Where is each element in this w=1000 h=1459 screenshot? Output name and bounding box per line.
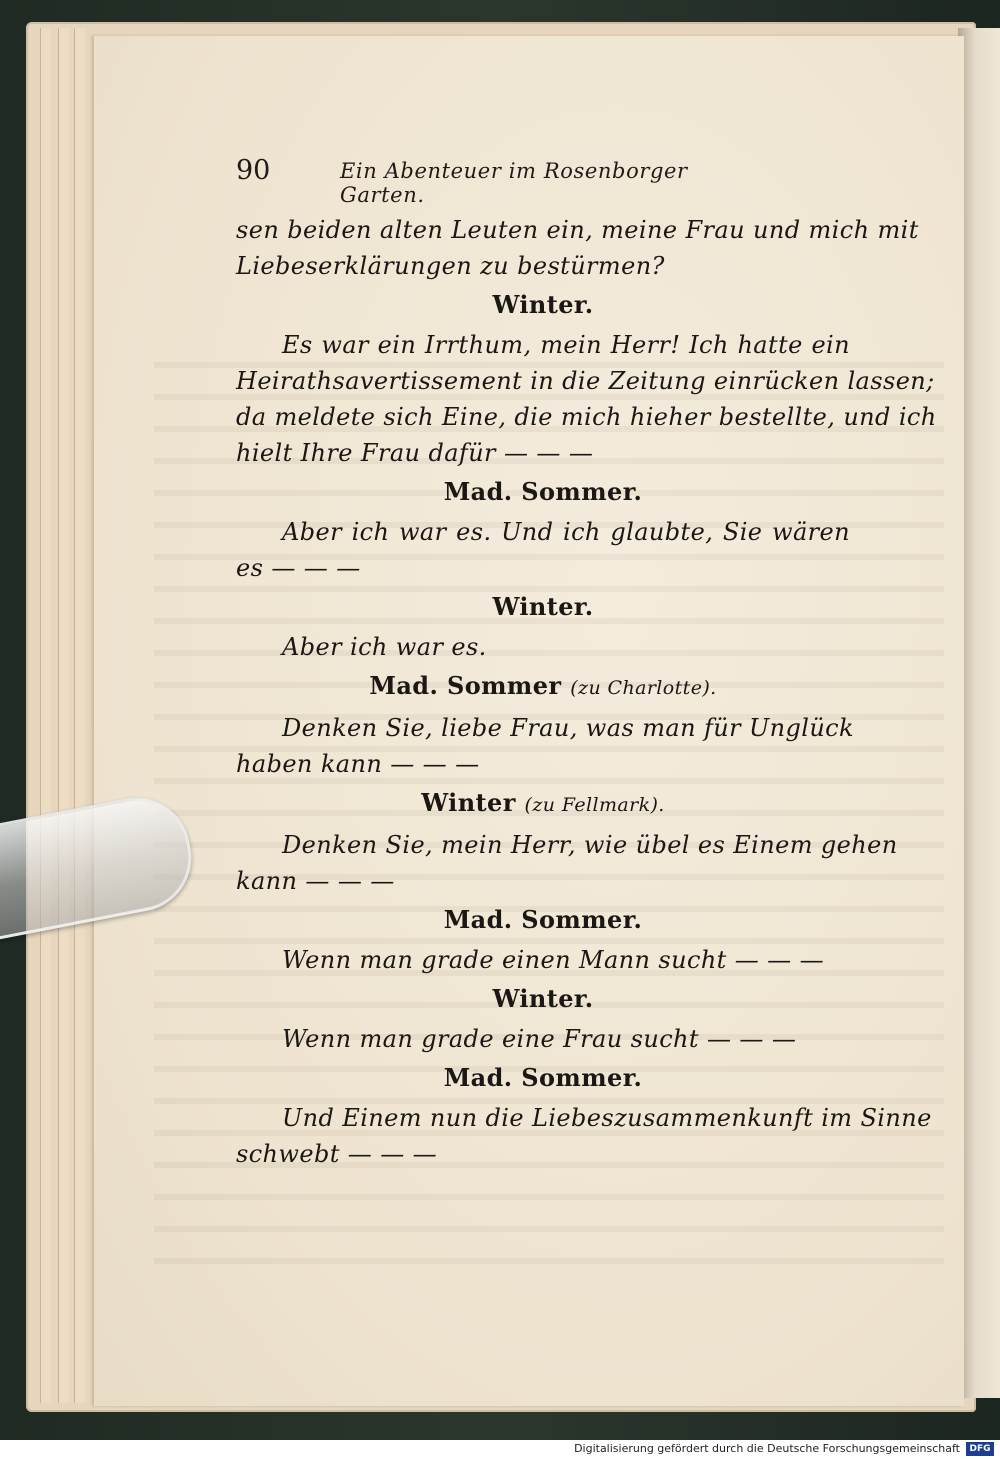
stage-direction: (zu Charlotte). (570, 677, 717, 699)
text-line: Es war ein Irrthum, mein Herr! Ich hatte ein (282, 331, 850, 359)
speaker-heading: Winter. (492, 984, 594, 1013)
speaker-name: Mad. Sommer (369, 671, 562, 700)
text-line: sen beiden alten Leuten ein, meine Frau und mich mit (236, 216, 919, 244)
speaker-heading (236, 785, 850, 823)
speaker-heading (236, 668, 850, 706)
speaker-heading: Winter. (492, 592, 594, 621)
page-number: 90 (236, 155, 271, 186)
text-line: kann — — — (236, 867, 395, 895)
speaker-name: Winter (421, 788, 516, 817)
text-line: hielt Ihre Frau dafür — — — (236, 439, 594, 467)
page-text (236, 212, 937, 1172)
page-edge (40, 28, 51, 1403)
speaker-heading: Mad. Sommer. (443, 905, 643, 934)
text-line: Und Einem nun die Liebeszusammenkunft im Sinne (282, 1104, 932, 1132)
page-edge (74, 28, 85, 1403)
speaker-heading: Winter. (492, 290, 594, 319)
footer-bar (0, 1440, 1000, 1459)
text-line: es — — — (236, 554, 361, 582)
text-line: Heirathsavertissement in die Zeitung einrücken lassen; (236, 367, 935, 395)
speaker-heading: Mad. Sommer. (443, 1063, 643, 1092)
text-line: Aber ich war es. (282, 633, 487, 661)
text-line: Wenn man grade eine Frau sucht — — — (282, 1025, 797, 1053)
dfg-logo-icon: DFG (966, 1442, 994, 1456)
text-line: Denken Sie, liebe Frau, was man für Unglück (282, 714, 854, 742)
text-line: Aber ich war es. Und ich glaubte, Sie wären (282, 518, 850, 546)
text-line: schwebt — — — (236, 1140, 438, 1168)
page-edge (58, 28, 69, 1403)
running-title: Ein Abenteuer im Rosenborger Garten. (340, 159, 688, 207)
text-line: Liebeserklärungen zu bestürmen? (236, 252, 665, 280)
text-line: da meldete sich Eine, die mich hieher bestellte, und ich (236, 403, 937, 431)
text-line: Denken Sie, mein Herr, wie übel es Einem gehen (282, 831, 898, 859)
facing-page-edge (958, 28, 1000, 1398)
text-line: Wenn man grade einen Mann sucht — — — (282, 946, 825, 974)
text-line: haben kann — — — (236, 750, 480, 778)
page-header (236, 155, 756, 207)
funding-credit: Digitalisierung gefördert durch die Deutsche Forschungsgemeinschaft (574, 1442, 960, 1455)
speaker-heading: Mad. Sommer. (443, 477, 643, 506)
stage-direction: (zu Fellmark). (524, 794, 665, 816)
